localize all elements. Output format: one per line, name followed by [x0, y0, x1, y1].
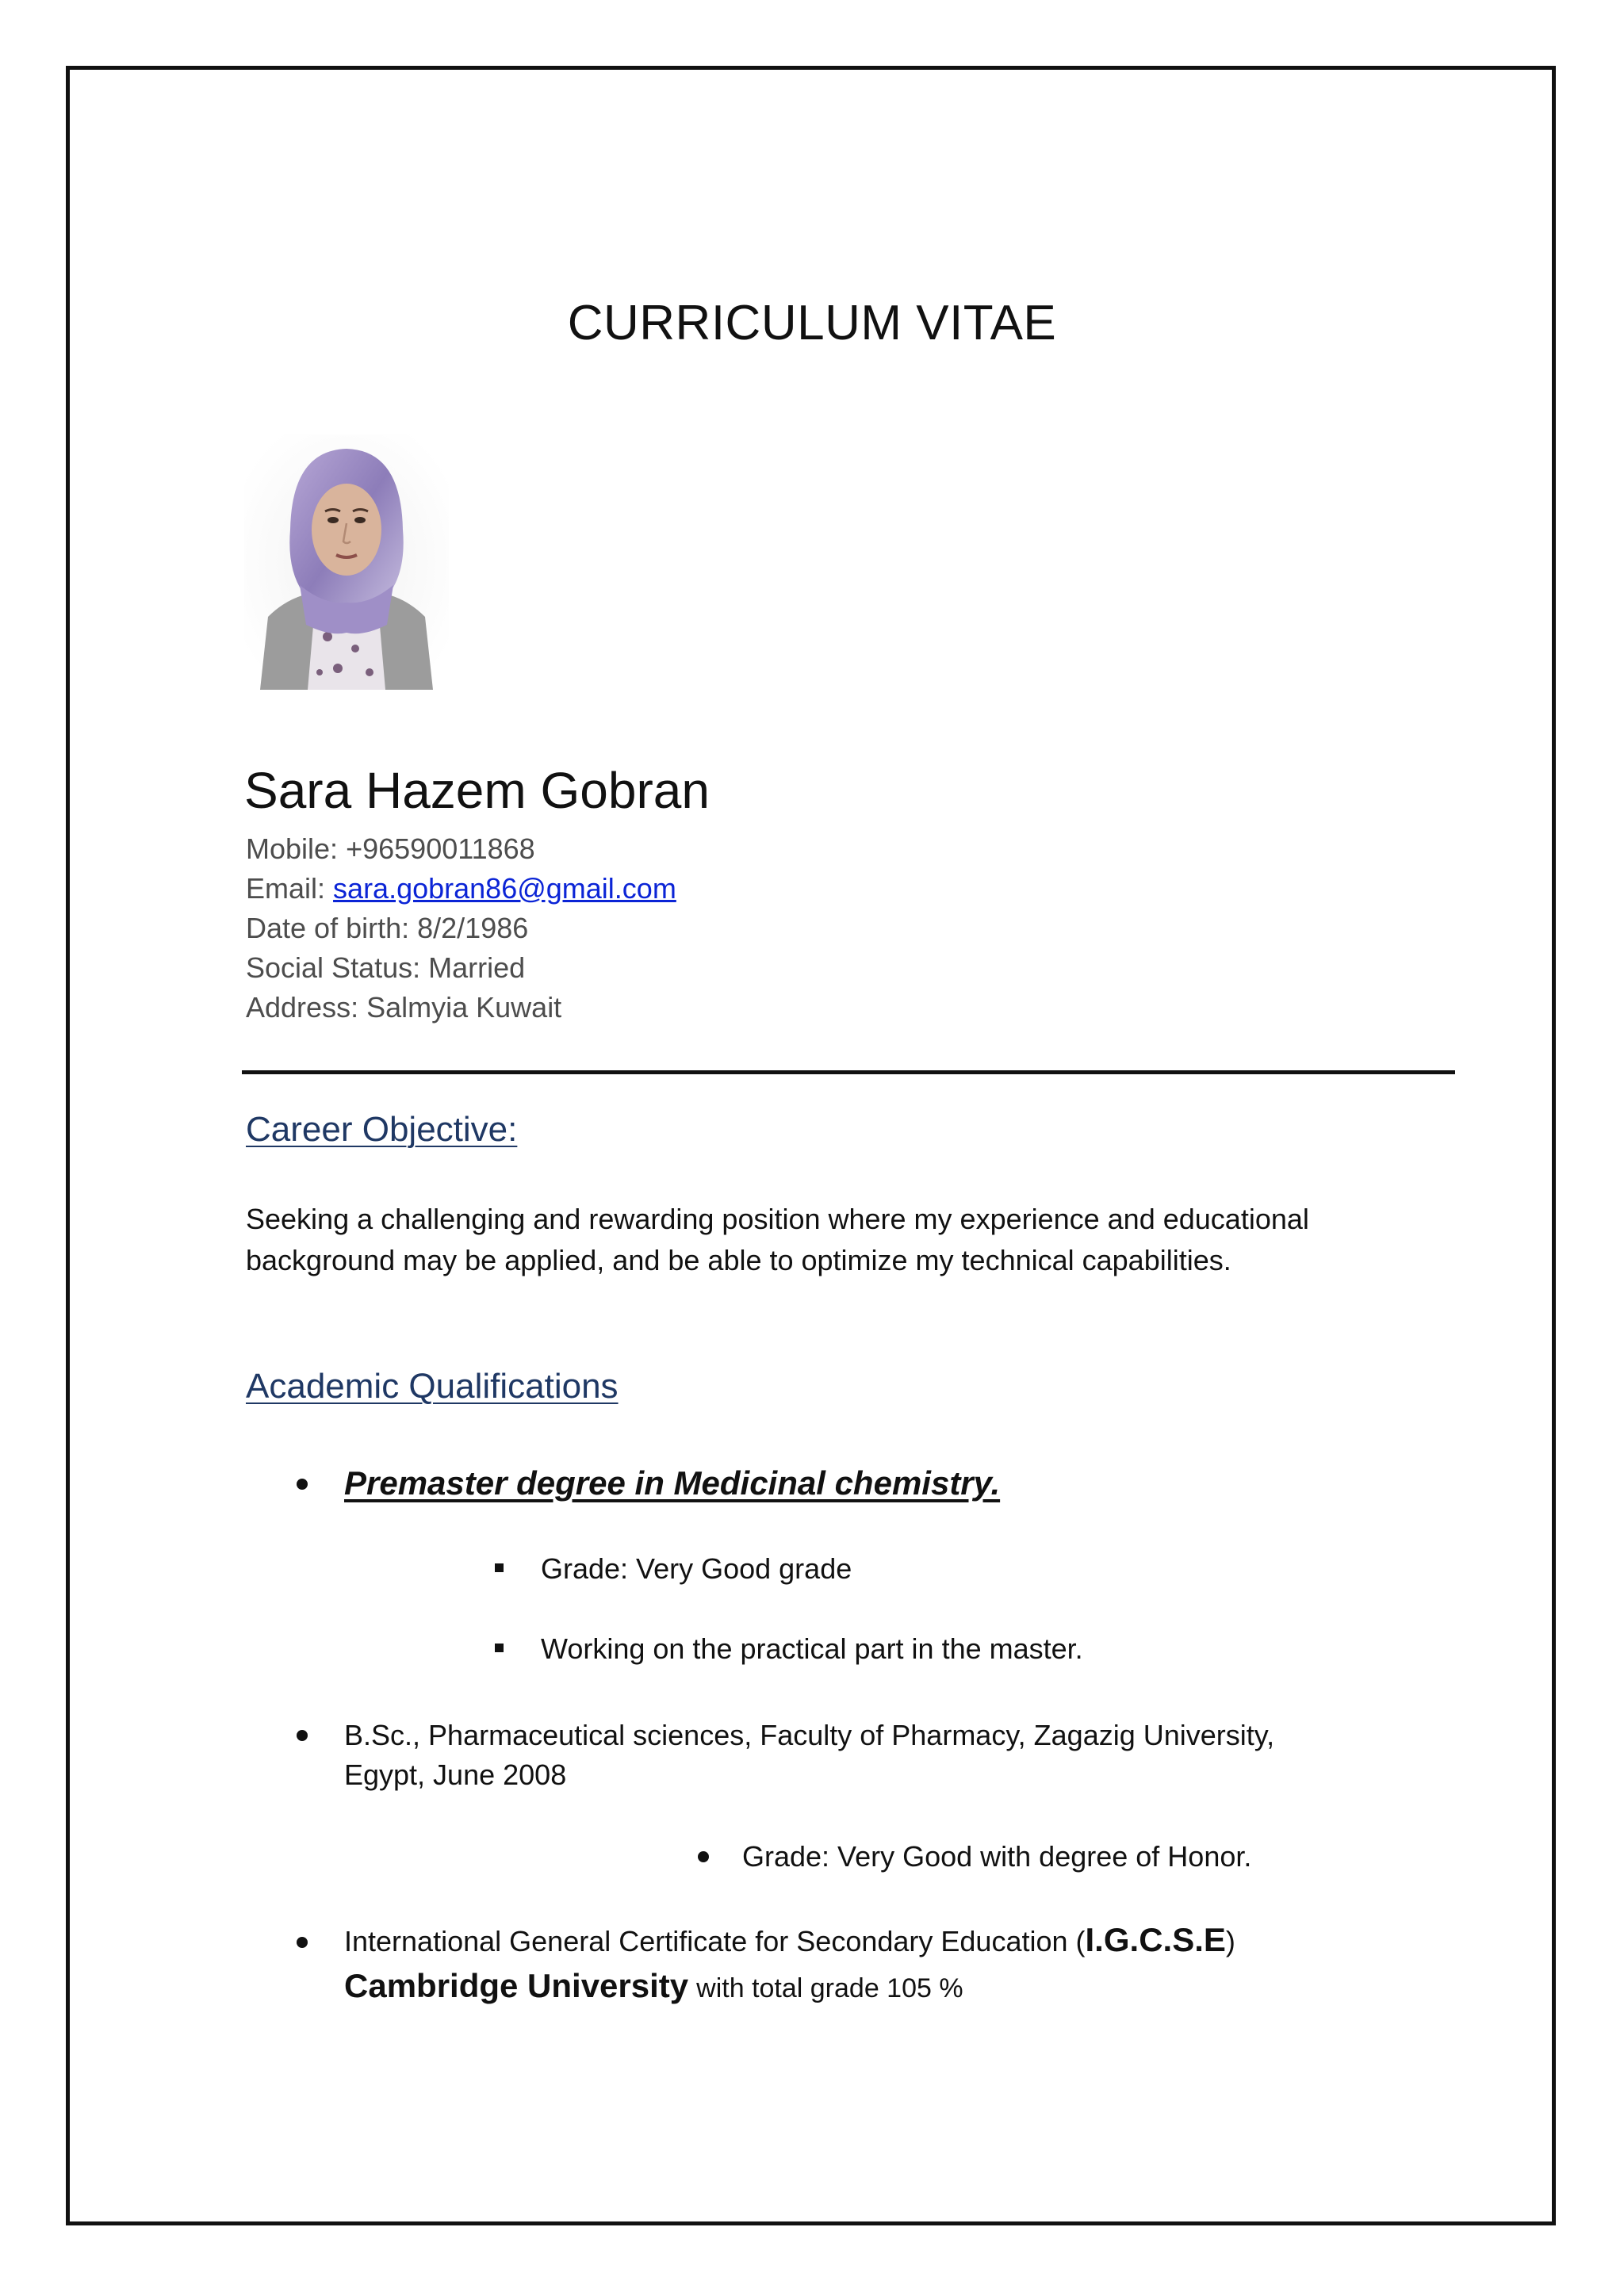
bullet-square: [495, 1644, 504, 1652]
bullet-dot: [297, 1937, 308, 1948]
dob-value: 8/2/1986: [417, 912, 529, 944]
premaster-practical: Working on the practical part in the master.: [541, 1632, 1083, 1665]
premaster-degree: [344, 1464, 1000, 1505]
premaster-grade: Grade: Very Good grade: [541, 1552, 852, 1585]
address-value: Salmyia Kuwait: [366, 991, 562, 1024]
premaster-title: Premaster degree in Medicinal chemistry.: [344, 1464, 1001, 1502]
igcse-tail: with total grade 105 %: [696, 1973, 963, 2003]
address-label: Address:: [246, 991, 359, 1024]
bullet-dot: [698, 1851, 709, 1862]
mobile-value: +96590011868: [346, 832, 535, 865]
address-row: [246, 988, 676, 1027]
email-row: [246, 869, 676, 909]
bsc-grade: Grade: Very Good with degree of Honor.: [742, 1840, 1252, 1873]
social-status-value: Married: [428, 951, 526, 984]
bsc-line-1: B.Sc., Pharmaceutical sciences, Faculty of Pharmacy, Zagazig University,: [344, 1719, 1275, 1751]
contact-details: [246, 829, 676, 1027]
bullet-square: [495, 1563, 504, 1572]
academic-qualifications-heading: Academic Qualifications: [246, 1367, 619, 1406]
document-title: CURRICULUM VITAE: [567, 296, 1057, 350]
igcse-suffix: ): [1225, 1925, 1235, 1957]
igcse-line-2: [344, 1966, 963, 2008]
email-label: Email:: [246, 872, 326, 905]
bsc-line-2: Egypt, June 2008: [344, 1758, 567, 1791]
profile-photo: [244, 434, 449, 690]
divider: [242, 1070, 1455, 1074]
career-objective-heading: Career Objective:: [246, 1110, 518, 1149]
bullet-dot: [297, 1730, 308, 1741]
social-status-row: [246, 948, 676, 988]
candidate-name: Sara Hazem Gobran: [244, 762, 710, 819]
dob-label: Date of birth:: [246, 912, 410, 944]
igcse-line-1: [344, 1920, 1235, 1961]
bullet-dot: [297, 1479, 308, 1490]
career-objective-text: Seeking a challenging and rewarding position where my experience and educational background may be applied, and be able to optimize my technical capabilities.: [246, 1203, 1309, 1276]
email-link[interactable]: sara.gobran86@gmail.com: [333, 872, 676, 905]
mobile-row: [246, 829, 676, 869]
social-status-label: Social Status:: [246, 951, 421, 984]
igcse-prefix: International General Certificate for Secondary Education (: [344, 1925, 1086, 1957]
mobile-label: Mobile:: [246, 832, 339, 865]
igcse-org: Cambridge University: [344, 1967, 689, 2004]
igcse-abbr: I.G.C.S.E: [1085, 1921, 1226, 1958]
dob-row: [246, 909, 676, 948]
